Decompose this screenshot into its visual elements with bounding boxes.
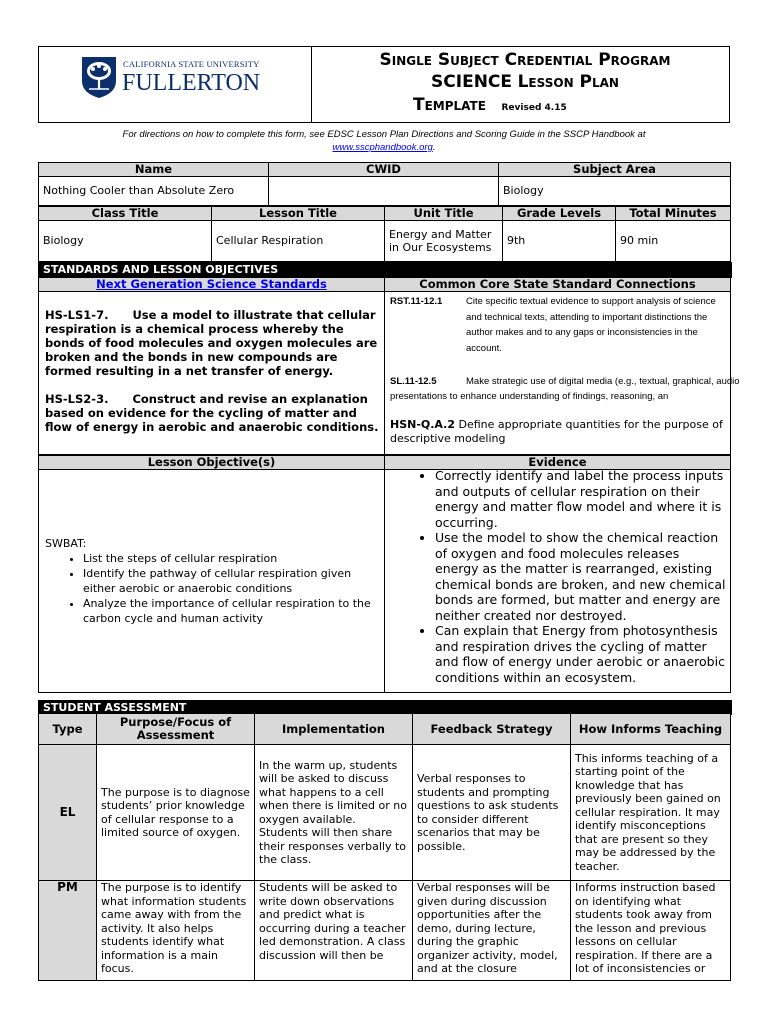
sl-code: SL.11-12.5 — [390, 376, 437, 387]
implementation-header: Implementation — [255, 714, 413, 745]
purpose-header: Purpose/Focus of Assessment — [97, 714, 255, 745]
assessment-type: PM — [39, 881, 97, 981]
rst-text: Cite specific textual evidence to support analysis of science and technical texts, attending to important distinctions the author makes and to any gaps or inconsistencies in the account. — [466, 296, 716, 354]
assessment-type: EL — [39, 745, 97, 881]
total-minutes-header: Total Minutes — [616, 207, 731, 221]
objective-item: • List the steps of cellular respiration — [83, 551, 380, 566]
objectives-list — [45, 551, 380, 626]
ngss-link[interactable]: Next Generation Science Standards — [96, 277, 327, 291]
subject-header: Subject Area — [499, 163, 731, 177]
objective-item: • Analyze the importance of cellular respiration to the carbon cycle and human activity — [83, 596, 380, 626]
class-title-value: Biology — [39, 221, 212, 262]
ccss-header: Common Core State Standard Connections — [385, 278, 731, 292]
objective-item: • Identify the pathway of cellular respiration given either aerobic or anaerobic conditions — [83, 566, 380, 596]
name-header: Name — [39, 163, 269, 177]
header-divider — [311, 47, 312, 122]
standards-section-title: STANDARDS AND LESSON OBJECTIVES — [38, 262, 732, 278]
lesson-info-table — [38, 162, 731, 206]
title-lesson-plan: Lesson Plan — [517, 72, 619, 92]
ngss-standard-1: HS-LS1-7. Use a model to illustrate that cellular respiration is a chemical process whereby the bonds of food molecules and oxygen molecules are broken and the bonds in new compounds are formed resulting in a net transfer of energy. — [45, 308, 382, 378]
informs-header: How Informs Teaching — [571, 714, 731, 745]
title-line-3 — [335, 93, 715, 120]
assessment-feedback: Verbal responses will be given during discussion opportunities after the demo, during lecture, during the graphic organizer activity, model, and at the closure — [413, 881, 571, 981]
swbat-label: SWBAT: — [45, 537, 87, 550]
title-template: Template — [413, 95, 486, 115]
assessment-feedback: Verbal responses to students and prompting questions to ask students to consider different scenarios that may be possible. — [413, 745, 571, 881]
title-line-2 — [335, 71, 715, 93]
objective-header: Lesson Objective(s) — [39, 456, 385, 470]
directions-text: For directions on how to complete this form, see EDSC Lesson Plan Directions and Scoring Guide in the SSCP Handbook at www.sscphandbook.org. — [122, 129, 646, 153]
form-title — [335, 49, 715, 120]
lesson-title-header: Lesson Title — [212, 207, 385, 221]
assessment-informs: Informs instruction based on identifying what students took away from the lesson and previous lessons on cellular respiration. If there are a lot of inconsistencies or — [571, 881, 731, 981]
table-row — [39, 881, 731, 981]
feedback-header: Feedback Strategy — [413, 714, 571, 745]
unit-title-value: Energy and Matter in Our Ecosystems — [385, 221, 503, 262]
grade-levels-header: Grade Levels — [503, 207, 616, 221]
assessment-table — [38, 713, 731, 981]
evidence-item: • Can explain that Energy from photosynthesis and respiration drives the cycling of matter and flow of energy under aerobic or anaerobic conditions within an ecosystem. — [435, 623, 726, 685]
type-header: Type — [39, 714, 97, 745]
hsn-standard — [390, 418, 725, 446]
evidence-cell — [385, 470, 731, 693]
cwid-header: CWID — [269, 163, 499, 177]
lesson-title-value: Cellular Respiration — [212, 221, 385, 262]
logo-university-name: CALIFORNIA STATE UNIVERSITY — [123, 59, 260, 69]
cwid-value — [269, 177, 499, 206]
ngss-cell — [39, 292, 385, 455]
assessment-informs: This informs teaching of a starting point of the knowledge that has previously been gained on cellular respiration. It may identify misconceptions that are present so they may be addressed by the teacher. — [571, 745, 731, 881]
header-box — [38, 46, 730, 123]
title-science: SCIENCE — [431, 72, 513, 92]
evidence-header: Evidence — [385, 456, 731, 470]
sl-text-line-2: presentations to enhance understanding of findings, reasoning, an — [390, 391, 669, 402]
ngss-standard-2: HS-LS2-3. Construct and revise an explanation based on evidence for the cycling of matter and flow of energy in aerobic and anaerobic conditions. — [45, 392, 379, 434]
handbook-link[interactable]: www.sscphandbook.org — [332, 142, 433, 153]
standards-table — [38, 277, 740, 455]
unit-title-header: Unit Title — [385, 207, 503, 221]
evidence-item: • Correctly identify and label the process inputs and outputs of cellular respiration on their energy and matter flow model and where it is occurring. — [435, 468, 726, 530]
lesson-title-table — [38, 206, 731, 262]
subject-value: Biology — [499, 177, 731, 206]
class-title-header: Class Title — [39, 207, 212, 221]
assessment-purpose: The purpose is to identify what information students came away with from the activity. It also helps students identify what information is a main focus. — [97, 881, 255, 981]
ccss-cell — [385, 292, 740, 455]
name-value: Nothing Cooler than Absolute Zero — [39, 177, 269, 206]
grade-levels-value: 9th — [503, 221, 616, 262]
sl-text-line-1: Make strategic use of digital media (e.g., textual, graphical, audio — [466, 376, 740, 387]
assessment-implementation: In the warm up, students will be asked to discuss what happens to a cell when there is limited or no oxygen available. Students will then share their responses verbally to the class. — [255, 745, 413, 881]
total-minutes-value: 90 min — [616, 221, 731, 262]
title-line-1: Single Subject Credential Program — [379, 50, 671, 70]
evidence-list — [387, 468, 726, 685]
logo-campus-name: FULLERTON — [122, 70, 261, 96]
rst-code: RST.11-12.1 — [390, 296, 443, 307]
hsn-code: HSN-Q.A.2 — [390, 418, 455, 431]
objectives-table — [38, 455, 731, 693]
hsn-text: Define appropriate quantities for the purpose of descriptive modeling — [390, 418, 723, 445]
assessment-purpose: The purpose is to diagnose students’ prior knowledge of cellular response to a limited source of oxygen. — [97, 745, 255, 881]
tree-seal-icon — [79, 55, 119, 99]
table-row — [39, 745, 731, 881]
revised-note: Revised 4.15 — [501, 103, 567, 113]
objectives-cell — [39, 470, 385, 693]
assessment-section-title: STUDENT ASSESSMENT — [38, 700, 732, 715]
university-logo — [79, 55, 279, 111]
evidence-item: • Use the model to show the chemical reaction of oxygen and food molecules releases energy as the matter is rearranged, existing chemical bonds are broken, and new chemical bonds are formed, but matter and energy are neither created nor destroyed. — [435, 530, 726, 623]
assessment-implementation: Students will be asked to write down observations and predict what is occurring during a teacher led demonstration. A class discussion will then be — [255, 881, 413, 981]
